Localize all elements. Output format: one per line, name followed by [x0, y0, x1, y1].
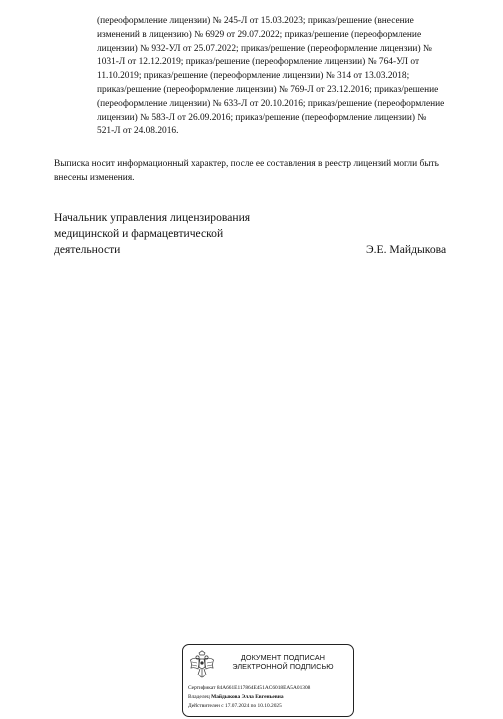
license-orders-text [97, 15, 477, 139]
validity-row [188, 702, 353, 711]
owner-value: Майдыкова Элла Евгеньевна [211, 694, 284, 700]
orders-line: лицензии) № 932-УЛ от 25.07.2022; приказ/решение (переоформление лицензии) № [97, 43, 432, 54]
electronic-signature-stamp [182, 644, 354, 717]
signatory-position [54, 210, 250, 258]
position-line: деятельности [54, 243, 121, 256]
position-line: Начальник управления лицензирования [54, 211, 251, 224]
validity-label: Действителен [188, 703, 220, 709]
stamp-details [188, 684, 353, 711]
orders-line: 11.10.2019; приказ/решение (переоформление лицензии) № 314 от 13.03.2018; [97, 71, 410, 82]
certificate-row [188, 684, 353, 693]
owner-label: Владелец [188, 694, 210, 700]
orders-line: (переоформление лицензии) № 633-Л от 20.10.2016; приказ/решение (переоформление [97, 98, 445, 109]
orders-line: 521-Л от 24.08.2016. [97, 126, 179, 137]
orders-line: 1031-Л от 12.12.2019; приказ/решение (переоформление лицензии) № 764-УЛ от [97, 57, 420, 68]
stamp-title [217, 653, 349, 671]
notice-line: Выписка носит информационный характер, после ее составления в реестр лицензий могли быть [54, 159, 439, 169]
orders-line: лицензии) № 583-Л от 26.09.2016; приказ/решение (переоформление лицензии) № [97, 112, 427, 123]
signatory-name: Э.Е. Майдыкова [366, 243, 447, 256]
orders-line: приказ/решение (переоформление лицензии) № 769-Л от 23.12.2016; приказ/решение [97, 84, 439, 95]
owner-row [188, 693, 353, 702]
informational-notice [54, 158, 494, 186]
notice-line: внесены изменения. [54, 172, 135, 183]
validity-value: с 17.07.2024 по 10.10.2025 [221, 703, 282, 709]
certificate-value: 84A661E117864E451AC6018EA5A01308 [216, 685, 311, 691]
orders-line: изменений в лицензию) № 6929 от 29.07.2022; приказ/решение (переоформление [97, 29, 422, 40]
position-line: медицинской и фармацевтической [54, 227, 224, 240]
orders-line: (переоформление лицензии) № 245-Л от 15.03.2023; приказ/решение (внесение [97, 16, 414, 26]
coat-of-arms-icon [189, 650, 215, 680]
stamp-title-line: ДОКУМЕНТ ПОДПИСАН [240, 653, 326, 662]
stamp-title-line: ЭЛЕКТРОННОЙ ПОДПИСЬЮ [232, 662, 334, 671]
certificate-label: Сертификат [188, 685, 216, 691]
